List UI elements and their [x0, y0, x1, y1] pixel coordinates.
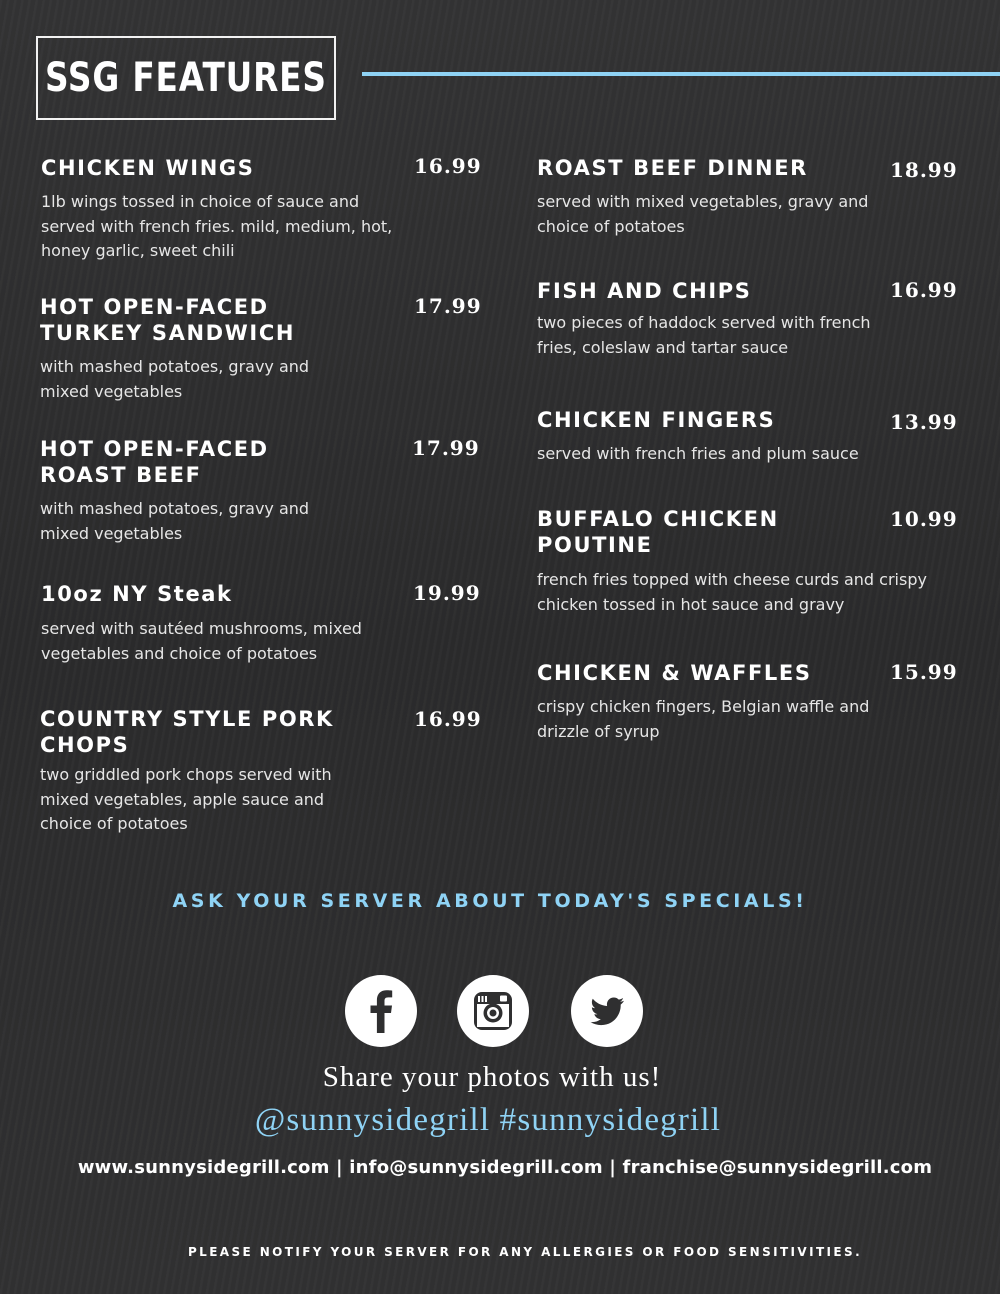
- item-name: 10oz NY Steak: [41, 582, 233, 606]
- title-box: [36, 36, 336, 120]
- item-price: 13.99: [890, 410, 958, 434]
- instagram-icon[interactable]: [457, 975, 529, 1047]
- item-name: CHICKEN WINGS: [41, 156, 255, 180]
- item-price: 19.99: [413, 581, 481, 605]
- item-name: FISH AND CHIPS: [537, 279, 752, 303]
- item-name: COUNTRY STYLE PORK CHOPS: [40, 707, 334, 757]
- item-description: 1lb wings tossed in choice of sauce and served with french fries. mild, medium, hot, honey garlic, sweet chili: [41, 192, 393, 260]
- menu-item-chicken-fingers: [537, 407, 917, 467]
- twitter-icon[interactable]: [571, 975, 643, 1047]
- item-name: HOT OPEN-FACED ROAST BEEF: [40, 437, 269, 487]
- menu-item-pork-chops: [40, 706, 400, 837]
- item-price: 16.99: [414, 154, 482, 178]
- contact-line: www.sunnysidegrill.com | info@sunnysidegrill.com | franchise@sunnysidegrill.com: [77, 1157, 933, 1178]
- menu-item-ny-steak: [41, 581, 401, 666]
- item-description: with mashed potatoes, gravy and mixed vegetables: [40, 499, 310, 543]
- menu-item-turkey-sandwich: [40, 294, 340, 404]
- item-description: two pieces of haddock served with french fries, coleslaw and tartar sauce: [537, 313, 871, 357]
- specials-banner: ASK YOUR SERVER ABOUT TODAY'S SPECIALS!: [172, 890, 808, 912]
- menu-item-chicken-wings: [41, 155, 421, 264]
- facebook-icon[interactable]: [345, 975, 417, 1047]
- item-description: french fries topped with cheese curds and crispy chicken tossed in hot sauce and gravy: [537, 570, 927, 614]
- item-description: served with mixed vegetables, gravy and choice of potatoes: [537, 192, 869, 236]
- item-name: CHICKEN & WAFFLES: [537, 661, 812, 685]
- item-price: 17.99: [412, 436, 480, 460]
- menu-item-fish-and-chips: [537, 278, 917, 360]
- allergy-notice: PLEASE NOTIFY YOUR SERVER FOR ANY ALLERGIES OR FOOD SENSITIVITIES.: [187, 1245, 863, 1259]
- item-price: 18.99: [890, 158, 958, 182]
- menu-item-chicken-waffles: [537, 660, 917, 744]
- share-text: Share your photos with us!: [322, 1061, 662, 1093]
- menu-item-roast-beef: [40, 436, 340, 546]
- item-name: HOT OPEN-FACED TURKEY SANDWICH: [40, 295, 296, 345]
- menu-item-buffalo-poutine: [537, 506, 937, 617]
- item-price: 16.99: [890, 278, 958, 302]
- item-description: with mashed potatoes, gravy and mixed vegetables: [40, 357, 310, 401]
- item-name: ROAST BEEF DINNER: [537, 156, 808, 180]
- menu-item-roast-beef-dinner: [537, 155, 917, 239]
- item-price: 16.99: [414, 707, 482, 731]
- item-description: served with sautéed mushrooms, mixed vegetables and choice of potatoes: [41, 619, 362, 663]
- item-name: BUFFALO CHICKEN POUTINE: [537, 507, 779, 557]
- item-name: CHICKEN FINGERS: [537, 408, 776, 432]
- item-price: 15.99: [890, 660, 958, 684]
- item-price: 17.99: [414, 294, 482, 318]
- social-handles: @sunnysidegrill #sunnysidegrill: [254, 1102, 722, 1138]
- page-title: SSG FEATURES: [45, 55, 327, 101]
- item-description: crispy chicken fingers, Belgian waffle and drizzle of syrup: [537, 697, 870, 741]
- item-description: served with french fries and plum sauce: [537, 444, 859, 463]
- item-description: two griddled pork chops served with mixed vegetables, apple sauce and choice of potatoes: [40, 765, 332, 833]
- item-price: 10.99: [890, 507, 958, 531]
- title-rule: [362, 72, 1000, 76]
